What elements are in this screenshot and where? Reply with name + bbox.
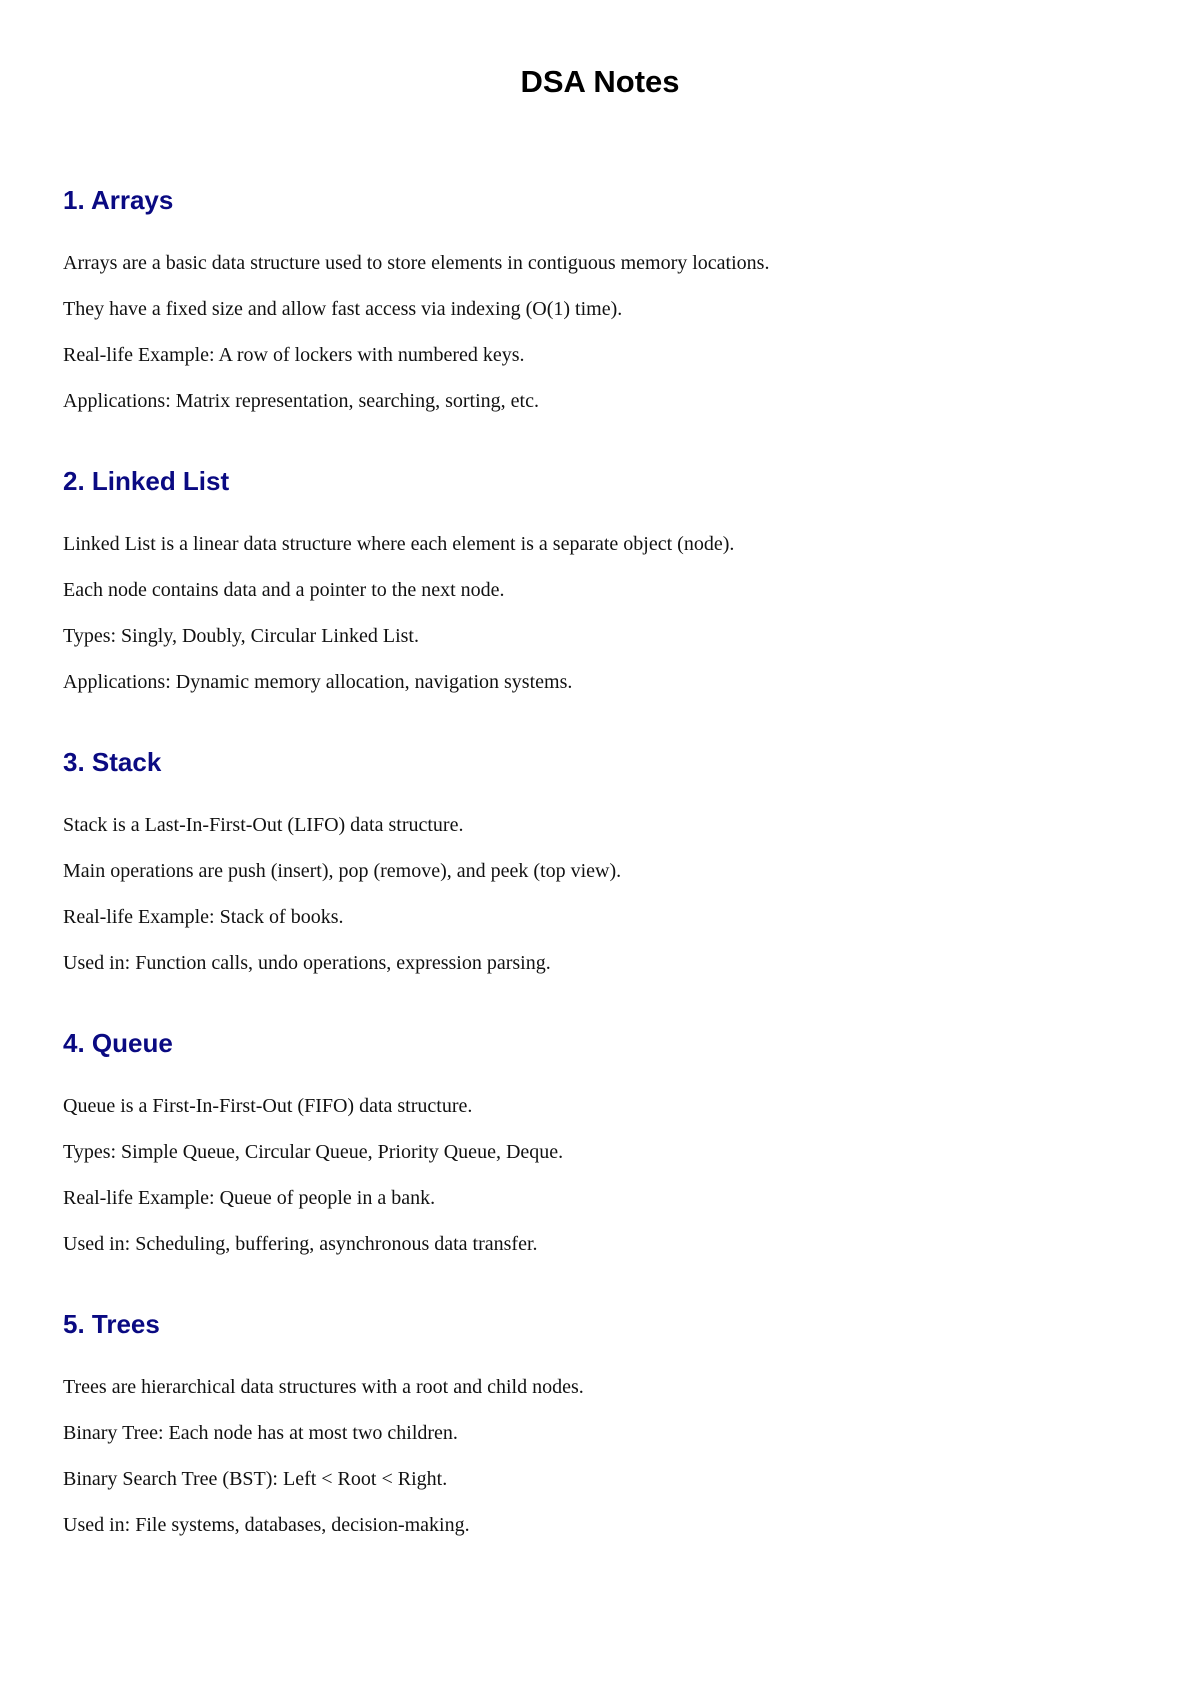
section-line: Used in: Function calls, undo operations, expression parsing. — [63, 952, 551, 974]
section-line: Arrays are a basic data structure used to store elements in contiguous memory locations. — [63, 252, 770, 274]
section-line: Main operations are push (insert), pop (remove), and peek (top view). — [63, 860, 622, 882]
section-line: Binary Search Tree (BST): Left < Root < Right. — [63, 1468, 448, 1490]
section-heading: 1. Arrays — [63, 185, 174, 215]
section-line: Trees are hierarchical data structures with a root and child nodes. — [63, 1376, 584, 1398]
section-line: Types: Simple Queue, Circular Queue, Priority Queue, Deque. — [63, 1141, 564, 1163]
section-body — [63, 1083, 1133, 1267]
section-line: Applications: Matrix representation, searching, sorting, etc. — [63, 390, 539, 412]
section-body — [63, 1364, 1133, 1548]
section-line: Real-life Example: A row of lockers with numbered keys. — [63, 344, 525, 366]
section-body — [63, 802, 1133, 986]
section-linked-list — [63, 464, 1133, 705]
section-line: Linked List is a linear data structure where each element is a separate object (node). — [63, 533, 735, 555]
section-line: Real-life Example: Queue of people in a bank. — [63, 1187, 436, 1209]
section-heading: 4. Queue — [63, 1028, 173, 1058]
section-heading: 2. Linked List — [63, 466, 230, 496]
section-line: Used in: File systems, databases, decision-making. — [63, 1514, 470, 1536]
section-heading: 3. Stack — [63, 747, 162, 777]
section-line: Stack is a Last-In-First-Out (LIFO) data structure. — [63, 814, 464, 836]
section-line: They have a fixed size and allow fast access via indexing (O(1) time). — [63, 298, 623, 320]
section-line: Real-life Example: Stack of books. — [63, 906, 344, 928]
section-line: Used in: Scheduling, buffering, asynchronous data transfer. — [63, 1233, 538, 1255]
section-body — [63, 521, 1133, 705]
section-arrays — [63, 183, 1133, 424]
section-trees — [63, 1307, 1133, 1548]
section-stack — [63, 745, 1133, 986]
document-title: DSA Notes — [520, 64, 680, 99]
section-line: Binary Tree: Each node has at most two children. — [63, 1422, 458, 1444]
section-body — [63, 240, 1133, 424]
section-line: Each node contains data and a pointer to the next node. — [63, 579, 505, 601]
section-line: Types: Singly, Doubly, Circular Linked List. — [63, 625, 419, 647]
section-queue — [63, 1026, 1133, 1267]
section-line: Queue is a First-In-First-Out (FIFO) data structure. — [63, 1095, 473, 1117]
section-line: Applications: Dynamic memory allocation, navigation systems. — [63, 671, 573, 693]
section-heading: 5. Trees — [63, 1309, 160, 1339]
